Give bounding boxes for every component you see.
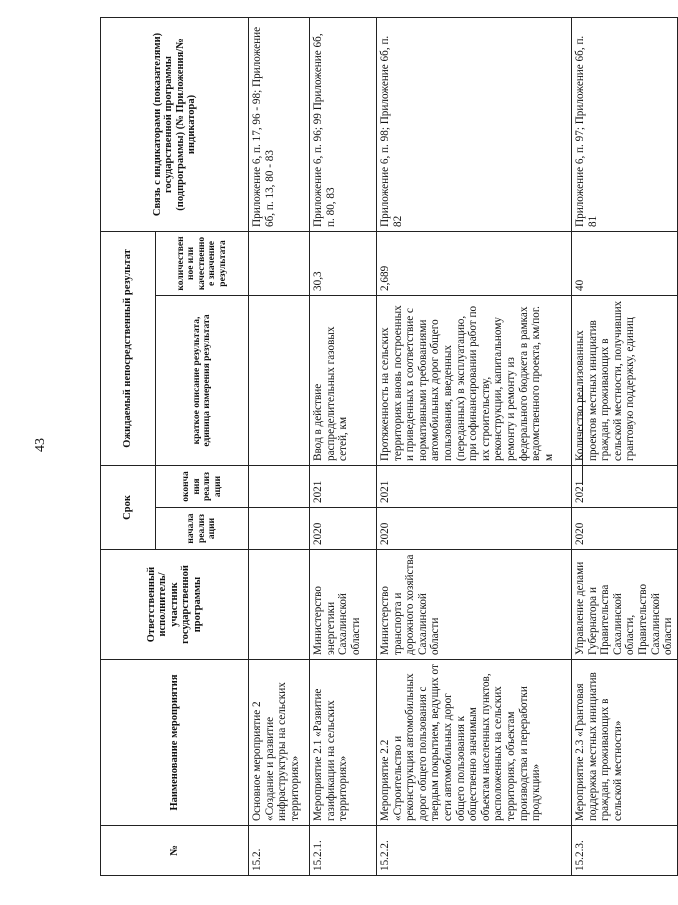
cell-num: 15.2.3. [572,826,678,876]
cell-value: 40 [572,231,678,295]
cell-end: 2021 [310,465,377,507]
header-term-start: начала реализации [156,508,249,550]
cell-desc: Протяженность на сельских территориях вновь построенных и приведенных в соответствие с нормативными требованиями автомобильных дорог общего пользования, введенных (переданных) в эксплуатацию, при софинансировании работ по их строительству, реконструкции, капитальному ремонту и ремонту из федерального бюджета в рамках ведомственного проекта, км/пог. м [377,295,572,465]
cell-start: 2020 [572,508,678,550]
cell-name: Мероприятие 2.2 «Строительство и реконструкция автомобильных дорог общего пользования с твердым покрытием, ведущих от сети автомобильных дорог общего пользования к общественно значимым объектам населенных пунктов, расположенных на сельских территориях, объектам производства и переработки продукции» [377,660,572,826]
cell-link: Приложение 6, п. 17, 96 - 98; Приложение 6б, п. 13, 80 - 83 [249,17,310,231]
cell-link: Приложение 6, п. 98; Приложение 6б, п. 82 [377,17,572,231]
cell-end: 2021 [572,465,678,507]
cell-desc: Ввод в действие распределительных газовых сетей, км [310,295,377,465]
table-row [377,17,572,875]
header-num: № [101,826,249,876]
cell-value: 2,689 [377,231,572,295]
table-row [572,17,678,875]
header-term: Срок [101,465,156,549]
cell-name: Основное мероприятие 2 «Создание и развитие инфраструктуры на сельских территориях» [249,660,310,826]
activities-table [100,17,678,876]
cell-start: 2020 [310,508,377,550]
cell-responsible: Министерство энергетики Сахалинской области [310,550,377,660]
page-number: 43 [33,438,48,452]
cell-name: Мероприятие 2.3 «Грантовая поддержка местных инициатив граждан, проживающих в сельской местности» [572,660,678,826]
cell-link: Приложение 6, п. 96; 99 Приложение 6б, п. 80, 83 [310,17,377,231]
cell-link: Приложение 6, п. 97; Приложение 6б, п. 81 [572,17,678,231]
header-row-1 [101,17,156,875]
cell-desc: Количество реализованных проектов местных инициатив граждан, проживающих в сельской местности, получивших грантовую поддержку, единиц [572,295,678,465]
header-expected: Ожидаемый непосредственный результат [101,231,156,465]
cell-value [249,231,310,295]
cell-num: 15.2.1. [310,826,377,876]
header-name: Наименование мероприятия [101,660,249,826]
cell-end: 2021 [377,465,572,507]
cell-name: Мероприятие 2.1 «Развитие газификации на сельских территориях» [310,660,377,826]
header-expected-desc: краткое описание результата, единица измерения результата [156,295,249,465]
table-row [249,17,310,875]
cell-num: 15.2.2. [377,826,572,876]
cell-start [249,508,310,550]
cell-responsible: Управление делами Губернатора и Правительства Сахалинской области, Правительство Сахалинской области [572,550,678,660]
cell-end [249,465,310,507]
table-row [310,17,377,875]
cell-num: 15.2. [249,826,310,876]
cell-value: 30,3 [310,231,377,295]
cell-desc [249,295,310,465]
cell-responsible [249,550,310,660]
rotated-table-page [100,18,675,876]
header-term-end: окончания реализации [156,465,249,507]
cell-start: 2020 [377,508,572,550]
header-link: Связь с индикаторами (показателями) государственной программы (подпрограммы) (№ Приложения/№ индикатора) [101,17,249,231]
cell-responsible: Министерство транспорта и дорожного хозяйства Сахалинской области [377,550,572,660]
header-responsible: Ответственный исполнитель/ участник государственной программы [101,550,249,660]
header-expected-value: количественное или качественное значение результата [156,231,249,295]
